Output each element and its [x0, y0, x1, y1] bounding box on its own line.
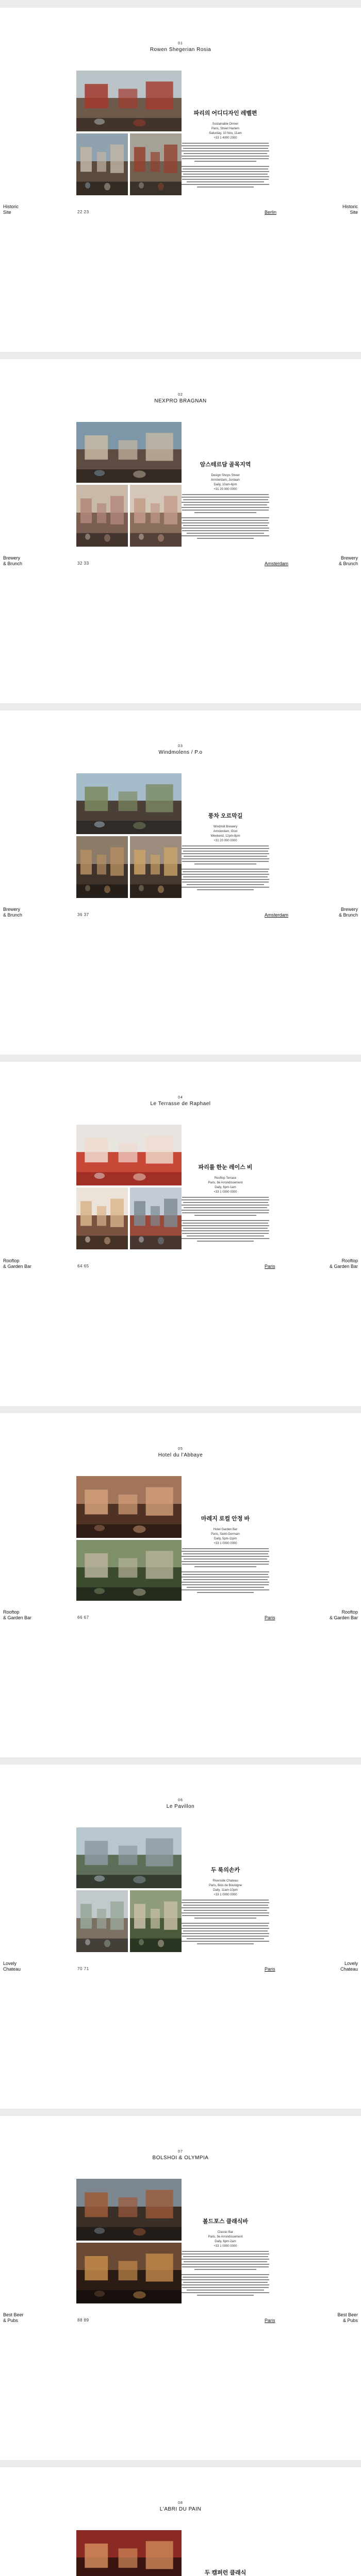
section-label-line: & Brunch: [338, 561, 358, 566]
street-cafe-photo: [76, 133, 128, 195]
section-label-line: Historic: [342, 204, 358, 209]
text-line: [182, 158, 269, 159]
cafe-terrace-photo: [76, 71, 182, 131]
page-numbers: 22 23: [77, 210, 89, 214]
venue-info: [187, 1879, 264, 1897]
text-line: [194, 1215, 256, 1216]
balcony-view-photo: [76, 1890, 128, 1952]
text-line: [182, 156, 269, 157]
text-line: [182, 502, 269, 503]
spread-page: [0, 1413, 361, 1757]
text-line: [182, 1220, 269, 1221]
venue-title: BOLSHOI & OLYMPIA: [152, 2155, 209, 2161]
text-line: [182, 1233, 269, 1234]
text-line: [183, 1579, 268, 1580]
lounge-interior-photo: [76, 1476, 182, 1538]
page-numbers: 32 33: [77, 561, 89, 566]
city-link[interactable]: Berlin: [265, 210, 277, 215]
info-line: +33 1 0000 0000: [214, 1191, 237, 1194]
text-line: [182, 176, 269, 177]
text-line: [182, 1589, 269, 1590]
info-line: +33 1 0000 0000: [214, 1893, 237, 1896]
info-line: Weekend, 12pm-8pm: [210, 835, 240, 838]
text-line: [183, 1905, 268, 1906]
text-line: [182, 858, 269, 859]
city-link[interactable]: Paris: [265, 2318, 275, 2323]
venue-headline: 파리의 어디디자인 레벨편: [193, 110, 257, 116]
section-label-right: [339, 555, 358, 567]
page-numbers: 70 71: [77, 1967, 89, 1971]
text-line: [182, 184, 269, 185]
page-numbers: 36 37: [77, 912, 89, 917]
text-line: [182, 1205, 269, 1206]
venue-title: Windmolens / P.o: [158, 750, 203, 755]
venue-title: L'ABRI DU PAIN: [159, 2506, 202, 2512]
section-label-line: & Garden Bar: [3, 1264, 32, 1269]
text-line: [187, 884, 264, 885]
text-line: [183, 851, 268, 852]
spread-number: 07: [178, 2150, 183, 2154]
body-text-block: [182, 494, 269, 540]
info-line: Design Shops Street: [211, 474, 240, 477]
text-line: [182, 150, 269, 151]
text-line: [182, 179, 269, 180]
text-line: [184, 1910, 267, 1911]
text-line: [183, 174, 268, 175]
plated-snack-photo: [76, 1188, 128, 1249]
section-label-line: Site: [3, 210, 11, 215]
section-label-line: Chateau: [3, 1967, 21, 1972]
page-numbers: 88 89: [77, 2318, 89, 2323]
text-line: [183, 1553, 268, 1554]
venue-headline: 마레지 로컬 안정 바: [201, 1516, 250, 1522]
text-line: [184, 1207, 267, 1208]
city-link[interactable]: Amsterdam: [265, 912, 289, 918]
section-label-line: & Brunch: [338, 912, 358, 918]
text-line: [182, 166, 269, 167]
spread-number: 05: [178, 1447, 183, 1451]
bar-counter-photo: [76, 2243, 182, 2303]
text-line: [182, 1561, 269, 1562]
venue-headline: 두 캠퍼런 클래식: [204, 2570, 247, 2576]
text-line: [182, 882, 269, 883]
text-line: [184, 2261, 267, 2262]
text-line: [187, 2290, 264, 2291]
venue-info: [187, 473, 264, 492]
spread-number: 06: [178, 1799, 183, 1802]
venue-title: Le Terrasse de Raphael: [150, 1101, 211, 1107]
venue-headline: 파리를 한눈 레이스 비: [198, 1164, 253, 1171]
section-label-line: & Pubs: [342, 2318, 358, 2323]
windmill-photo: [76, 773, 182, 834]
page-numbers: 64 65: [77, 1264, 89, 1268]
text-line: [187, 1938, 264, 1939]
text-line: [187, 533, 264, 534]
text-line: [194, 512, 256, 513]
text-line: [182, 145, 269, 146]
text-line: [187, 1235, 264, 1236]
text-line: [183, 168, 268, 170]
info-line: +33 1 4000 2000: [214, 137, 237, 140]
info-line: Daily, 6pm-2am: [215, 2240, 236, 2243]
text-line: [183, 1228, 268, 1229]
text-line: [182, 2284, 269, 2285]
text-line: [182, 497, 269, 498]
section-label-line: Rooftop: [3, 1609, 20, 1615]
body-text-block: [182, 1900, 269, 1946]
section-label-line: Rooftop: [341, 1609, 358, 1615]
body-text-block: [182, 143, 269, 189]
text-line: [182, 2279, 269, 2280]
text-line: [182, 1212, 269, 1213]
city-link[interactable]: Paris: [265, 1264, 275, 1269]
spread-page: [0, 359, 361, 703]
section-label-line: Lovely: [344, 1961, 358, 1966]
section-label-left: [3, 1961, 21, 1972]
section-label-line: Chateau: [340, 1967, 358, 1972]
info-line: Paris, Saint-Germain: [211, 1533, 240, 1536]
text-line: [182, 1933, 269, 1934]
section-label-line: & Brunch: [3, 561, 23, 566]
section-label-right: [330, 1258, 358, 1269]
section-label-line: & Garden Bar: [3, 1615, 32, 1620]
text-line: [182, 1907, 269, 1908]
info-line: +31 20 000 0000: [214, 488, 237, 491]
city-link[interactable]: Amsterdam: [265, 561, 289, 566]
text-line: [183, 499, 268, 500]
interior-shelves-photo: [130, 485, 182, 547]
info-line: Classic Bar: [217, 2231, 234, 2234]
text-line: [182, 510, 269, 511]
section-label-right: [337, 2312, 358, 2324]
info-line: Riverside Chateau: [212, 1879, 238, 1883]
text-line: [182, 853, 269, 854]
info-line: Windmill Brewery: [213, 825, 238, 828]
section-label-left: [3, 1609, 31, 1621]
text-line: [182, 845, 269, 846]
text-line: [182, 874, 269, 875]
text-line: [182, 2259, 269, 2260]
text-line: [194, 1566, 256, 1567]
city-link[interactable]: Paris: [265, 1967, 275, 1972]
text-line: [182, 1230, 269, 1231]
text-line: [182, 1577, 269, 1578]
text-line: [187, 181, 264, 182]
text-line: [183, 871, 268, 872]
section-label-left: [3, 1258, 31, 1269]
text-line: [182, 507, 269, 508]
venue-headline: 볼드포스 클래식바: [202, 2218, 249, 2225]
text-line: [182, 1941, 269, 1942]
text-line: [182, 1912, 269, 1913]
text-line: [182, 1571, 269, 1572]
text-line: [182, 2264, 269, 2265]
text-line: [182, 2253, 269, 2255]
body-text-block: [182, 845, 269, 892]
info-line: Daily, 10am-6pm: [214, 483, 237, 486]
text-line: [184, 504, 267, 505]
info-line: Amsterdam, Oost: [213, 830, 238, 833]
text-line: [182, 528, 269, 529]
info-line: +33 1 0000 0000: [214, 1542, 237, 1545]
body-text-block: [182, 2251, 269, 2297]
venue-headline: 두 룩의손카: [210, 1867, 240, 1873]
info-line: Paris, Bois de Boulogne: [208, 1884, 242, 1887]
text-line: [182, 1564, 269, 1565]
text-line: [183, 2282, 268, 2283]
info-line: Paris, 8e Arrondissement: [208, 1181, 243, 1184]
text-line: [182, 143, 269, 144]
venue-title: Rowen Shegerian Rosia: [150, 47, 211, 53]
text-line: [183, 520, 268, 521]
text-line: [183, 1930, 268, 1931]
text-line: [183, 1925, 268, 1926]
text-line: [182, 2287, 269, 2288]
text-line: [197, 2295, 254, 2296]
text-line: [182, 1551, 269, 1552]
info-line: Sustainable Dinner: [212, 123, 239, 126]
text-line: [197, 1241, 254, 1242]
text-line: [183, 876, 268, 877]
text-line: [182, 1238, 269, 1239]
spread-number: 03: [178, 744, 183, 748]
body-text-block: [182, 1197, 269, 1243]
text-line: [182, 2274, 269, 2275]
venue-headline: 풍차 오르막길: [208, 813, 243, 819]
venue-info: [187, 122, 264, 141]
rooftop-view-photo: [130, 1188, 182, 1249]
text-line: [182, 2292, 269, 2293]
text-line: [182, 1582, 269, 1583]
text-line: [182, 1210, 269, 1211]
text-line: [183, 1574, 268, 1575]
text-line: [197, 1943, 254, 1944]
section-label-left: [3, 907, 22, 918]
venue-title: NEXPRO BRAGNAN: [154, 398, 207, 404]
info-line: Daily, 6pm-1am: [215, 1186, 236, 1189]
venue-info: [187, 1528, 264, 1546]
text-line: [182, 1936, 269, 1937]
section-label-right: [330, 1609, 358, 1621]
info-line: Amsterdam, Jordaan: [211, 479, 240, 482]
section-label-line: Best Beer: [337, 2312, 358, 2317]
venue-info: [187, 1176, 264, 1195]
text-line: [182, 869, 269, 870]
brewery-bar-photo: [76, 836, 128, 898]
spread-number: 04: [178, 1096, 183, 1099]
spread-number: 01: [178, 42, 183, 45]
spread-page: [0, 710, 361, 1055]
text-line: [194, 863, 256, 865]
spread-number: 08: [178, 2501, 183, 2505]
text-line: [197, 538, 254, 539]
text-line: [194, 1918, 256, 1919]
spread-page: [0, 2116, 361, 2460]
text-line: [184, 153, 267, 154]
section-label-line: Historic: [3, 204, 19, 209]
text-line: [194, 161, 256, 162]
text-line: [182, 1928, 269, 1929]
cocktail-glass-photo: [76, 1125, 182, 1185]
garden-courtyard-photo: [76, 1540, 182, 1601]
text-line: [197, 187, 254, 188]
text-line: [184, 1558, 267, 1560]
venue-headline: 암스테르담 골목지역: [200, 462, 251, 468]
text-line: [182, 2251, 269, 2252]
venue-info: [187, 825, 264, 843]
section-label-line: & Pubs: [3, 2318, 19, 2323]
spread-page: [0, 1765, 361, 2109]
section-label-right: [340, 1961, 358, 1972]
spread-number: 02: [178, 393, 183, 397]
text-line: [182, 1915, 269, 1916]
venue-title: Hotel du l'Abbaye: [158, 1452, 203, 1458]
info-line: Daily, 5pm-11pm: [214, 1537, 237, 1540]
section-label-line: Lovely: [3, 1961, 17, 1966]
section-label-left: [3, 2312, 24, 2324]
text-line: [182, 1900, 269, 1901]
info-line: Hotel Garden Bar: [213, 1528, 238, 1531]
text-line: [183, 1223, 268, 1224]
info-line: Rooftop Terrace: [214, 1177, 237, 1180]
text-line: [182, 530, 269, 531]
section-label-left: [3, 204, 19, 215]
red-wall-bar-photo: [76, 2530, 182, 2576]
city-link[interactable]: Paris: [265, 1615, 275, 1620]
text-line: [183, 525, 268, 526]
section-label-line: Rooftop: [341, 1258, 358, 1263]
text-line: [182, 535, 269, 536]
text-line: [182, 2266, 269, 2267]
info-line: +33 1 0000 0000: [214, 2245, 237, 2248]
info-line: Paris, Street Harlem: [211, 127, 239, 130]
venue-title: Le Pavillon: [166, 1804, 195, 1809]
section-label-line: & Brunch: [3, 912, 23, 918]
outdoor-seating-photo: [130, 133, 182, 195]
text-line: [182, 1225, 269, 1226]
body-text-block: [182, 1548, 269, 1595]
text-line: [184, 856, 267, 857]
text-line: [183, 2277, 268, 2278]
pub-facade-photo: [76, 2179, 182, 2241]
text-line: [182, 1556, 269, 1557]
text-line: [183, 1202, 268, 1203]
shop-window-photo: [76, 485, 128, 547]
section-label-line: Brewery: [340, 907, 358, 912]
beer-glasses-photo: [130, 836, 182, 898]
spread-page: [0, 8, 361, 352]
text-line: [182, 522, 269, 523]
text-line: [182, 1584, 269, 1585]
info-line: Saturday, 10 Nov, 11am: [209, 132, 242, 135]
text-line: [182, 517, 269, 518]
text-line: [182, 1923, 269, 1924]
text-line: [194, 2269, 256, 2270]
section-label-line: & Garden Bar: [329, 1264, 358, 1269]
text-line: [182, 887, 269, 888]
text-line: [182, 171, 269, 172]
text-line: [197, 889, 254, 890]
text-line: [182, 1199, 269, 1200]
text-line: [182, 1902, 269, 1903]
section-label-left: [3, 555, 22, 567]
text-line: [182, 494, 269, 495]
section-label-right: [339, 907, 358, 918]
text-line: [182, 861, 269, 862]
section-label-line: Brewery: [3, 907, 21, 912]
info-line: Daily, 11am-10pm: [213, 1889, 238, 1892]
section-label-line: Brewery: [340, 555, 358, 561]
section-label-right: [342, 204, 358, 215]
section-label-line: & Garden Bar: [329, 1615, 358, 1620]
page-numbers: 66 67: [77, 1615, 89, 1620]
spread-page: [0, 2467, 361, 2576]
text-line: [182, 1197, 269, 1198]
canal-houses-photo: [76, 422, 182, 483]
spread-page: [0, 1062, 361, 1406]
text-line: [197, 1592, 254, 1593]
text-line: [182, 848, 269, 849]
info-line: +31 20 000 0000: [214, 839, 237, 842]
info-line: Paris, 9e Arrondissement: [208, 2235, 243, 2239]
text-line: [187, 1587, 264, 1588]
section-label-line: Rooftop: [3, 1258, 20, 1263]
text-line: [183, 148, 268, 149]
text-line: [182, 1548, 269, 1549]
section-label-line: Best Beer: [3, 2312, 24, 2317]
garden-pavilion-photo: [130, 1890, 182, 1952]
text-line: [182, 879, 269, 880]
venue-info: [187, 2230, 264, 2249]
text-line: [183, 2256, 268, 2257]
section-label-line: Brewery: [3, 555, 21, 561]
river-view-photo: [76, 1827, 182, 1888]
section-label-line: Site: [350, 210, 358, 215]
